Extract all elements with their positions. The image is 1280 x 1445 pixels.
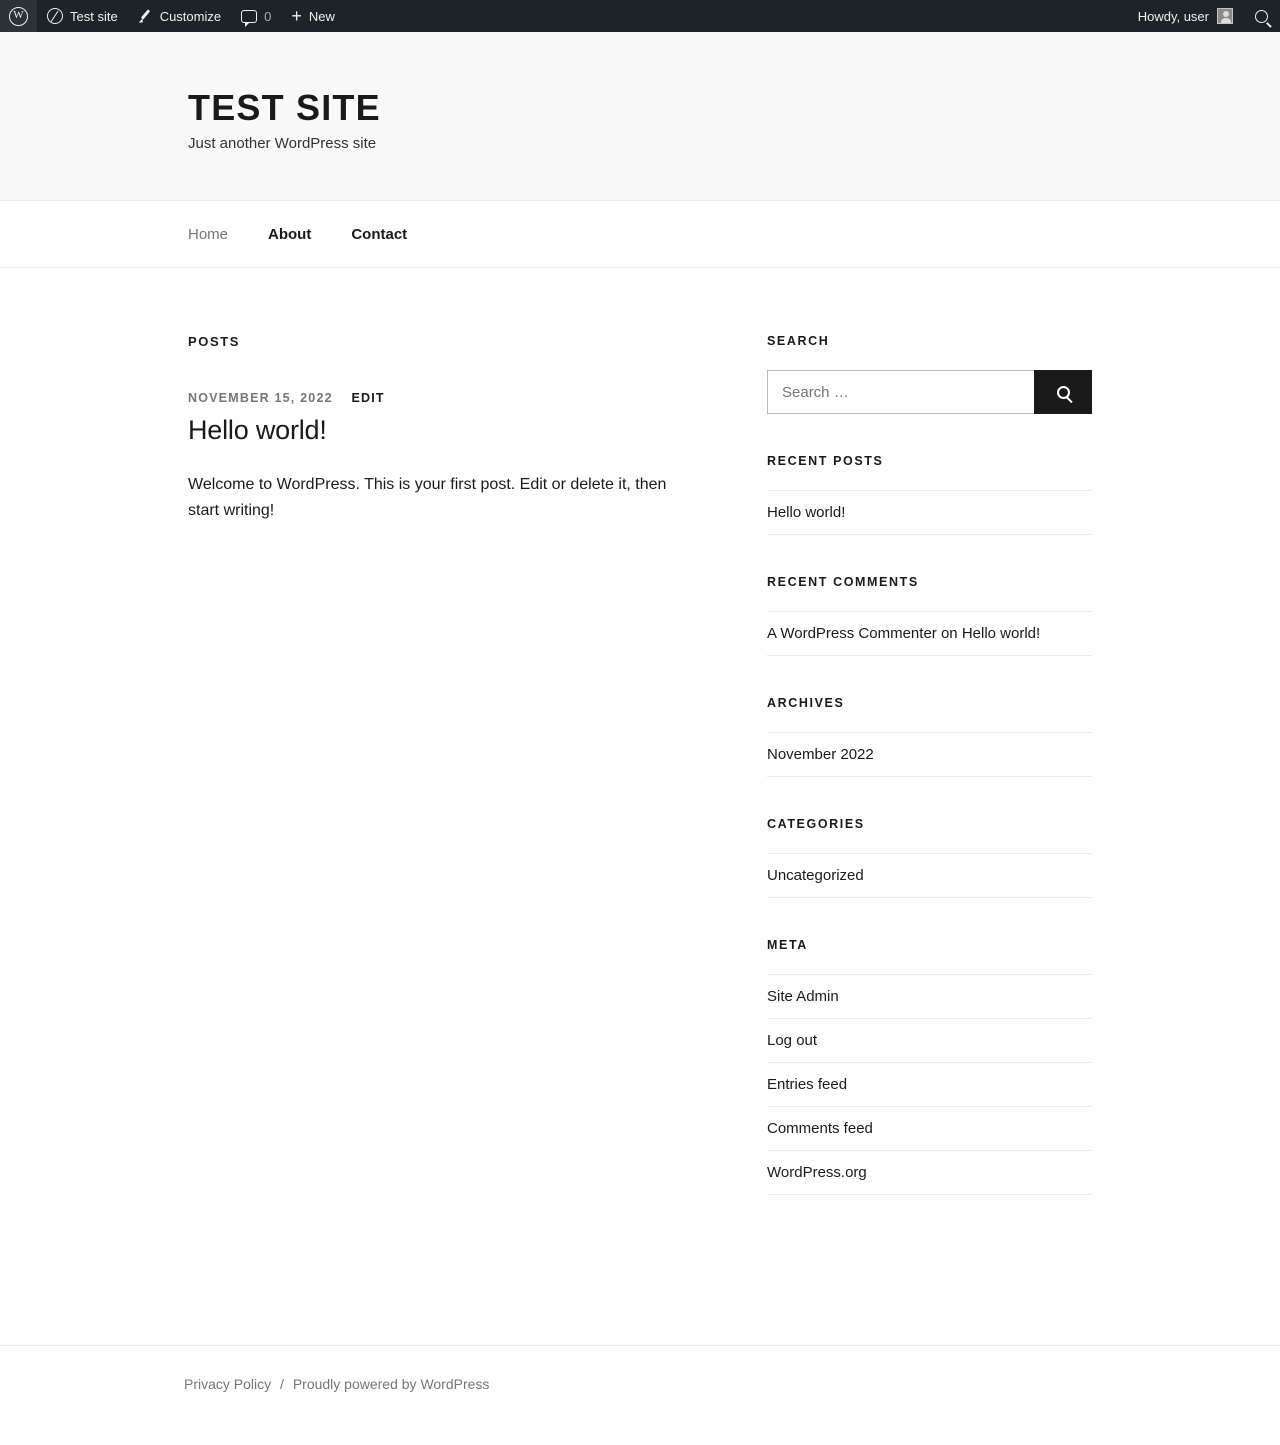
meta-link-wordpress-org[interactable]: WordPress.org <box>767 1164 867 1181</box>
widget-recent-comments-title: RECENT COMMENTS <box>767 575 919 589</box>
admin-bar-comment-count: 0 <box>264 8 272 24</box>
search-icon <box>1255 10 1268 23</box>
widget-categories <box>767 817 1092 898</box>
comment-connector: on <box>940 625 958 642</box>
recent-comments-list <box>767 611 1092 656</box>
list-item <box>767 1019 1092 1063</box>
search-icon <box>1057 386 1070 399</box>
primary-navigation <box>0 201 1280 268</box>
meta-list <box>767 974 1092 1195</box>
post-edit-link[interactable]: EDIT <box>351 391 385 405</box>
admin-bar-customize-label: Customize <box>159 8 222 24</box>
sidebar <box>767 334 1092 1235</box>
list-item <box>767 974 1092 1019</box>
post-date[interactable]: NOVEMBER 15, 2022 <box>188 391 333 405</box>
site-icon <box>47 8 63 24</box>
list-item <box>767 490 1092 535</box>
admin-bar-new[interactable] <box>281 0 345 32</box>
pencil-icon <box>138 9 153 24</box>
comment-author[interactable]: A WordPress Commenter <box>767 625 937 642</box>
admin-bar-site-name-label: Test site <box>70 8 118 24</box>
archive-link[interactable]: November 2022 <box>767 746 874 763</box>
plus-icon: + <box>291 6 302 26</box>
recent-post-link[interactable]: Hello world! <box>767 504 846 521</box>
widget-meta-title: META <box>767 938 808 952</box>
widget-archives-title: ARCHIVES <box>767 696 845 710</box>
page-title[interactable]: TEST SITE <box>188 87 381 128</box>
widget-categories-title: CATEGORIES <box>767 817 865 831</box>
nav-item-home[interactable]: Home <box>188 225 229 243</box>
post-excerpt: Welcome to WordPress. This is your first post. Edit or delete it, then start writing! <box>188 476 667 520</box>
posts-section-label: POSTS <box>188 334 241 349</box>
meta-link-site-admin[interactable]: Site Admin <box>767 988 839 1005</box>
admin-bar-site-name[interactable] <box>37 0 128 32</box>
post-article <box>188 391 728 524</box>
list-item <box>767 1107 1092 1151</box>
list-item <box>767 1063 1092 1107</box>
content-area <box>0 268 1280 1235</box>
admin-bar-comments[interactable] <box>231 0 281 32</box>
post-title[interactable]: Hello world! <box>188 415 327 445</box>
widget-recent-comments <box>767 575 1092 656</box>
search-input[interactable] <box>767 370 1034 414</box>
meta-link-log-out[interactable]: Log out <box>767 1032 818 1049</box>
widget-search <box>767 334 1092 414</box>
widget-archives <box>767 696 1092 777</box>
post-meta <box>188 391 728 405</box>
widget-recent-posts-title: RECENT POSTS <box>767 454 884 468</box>
site-description: Just another WordPress site <box>188 135 377 152</box>
list-item <box>767 732 1092 777</box>
list-item <box>767 853 1092 898</box>
widget-meta <box>767 938 1092 1195</box>
admin-bar-wordpress-logo[interactable] <box>0 0 37 32</box>
recent-posts-list <box>767 490 1092 535</box>
list-item <box>767 1151 1092 1195</box>
admin-bar-search-button[interactable] <box>1243 0 1280 32</box>
admin-bar-account[interactable] <box>1128 0 1243 32</box>
meta-link-comments-feed[interactable]: Comments feed <box>767 1120 873 1137</box>
main-content <box>188 334 728 1235</box>
wordpress-credit-link[interactable]: Proudly powered by WordPress <box>292 1376 490 1392</box>
categories-list <box>767 853 1092 898</box>
widget-search-title: SEARCH <box>767 334 830 348</box>
list-item <box>767 611 1092 656</box>
avatar <box>1217 8 1233 24</box>
comment-bubble-icon <box>241 10 257 23</box>
footer-separator: / <box>280 1376 284 1392</box>
site-header <box>0 32 1280 201</box>
nav-item-about[interactable]: About <box>268 225 312 243</box>
search-submit-button[interactable] <box>1034 370 1092 414</box>
admin-bar-right-group <box>1128 0 1280 32</box>
admin-bar-customize[interactable] <box>128 0 231 32</box>
privacy-policy-link[interactable]: Privacy Policy <box>184 1376 272 1392</box>
comment-post-link[interactable]: Hello world! <box>961 625 1041 642</box>
meta-link-entries-feed[interactable]: Entries feed <box>767 1076 848 1093</box>
wordpress-logo-icon <box>9 7 28 26</box>
archives-list <box>767 732 1092 777</box>
search-form <box>767 370 1092 414</box>
admin-bar-new-label: New <box>308 8 335 24</box>
site-footer <box>0 1345 1280 1432</box>
widget-recent-posts <box>767 454 1092 535</box>
admin-bar-howdy-label: Howdy, user <box>1137 8 1209 24</box>
admin-bar <box>0 0 1280 32</box>
category-link[interactable]: Uncategorized <box>767 867 864 884</box>
nav-item-contact[interactable]: Contact <box>351 225 408 243</box>
